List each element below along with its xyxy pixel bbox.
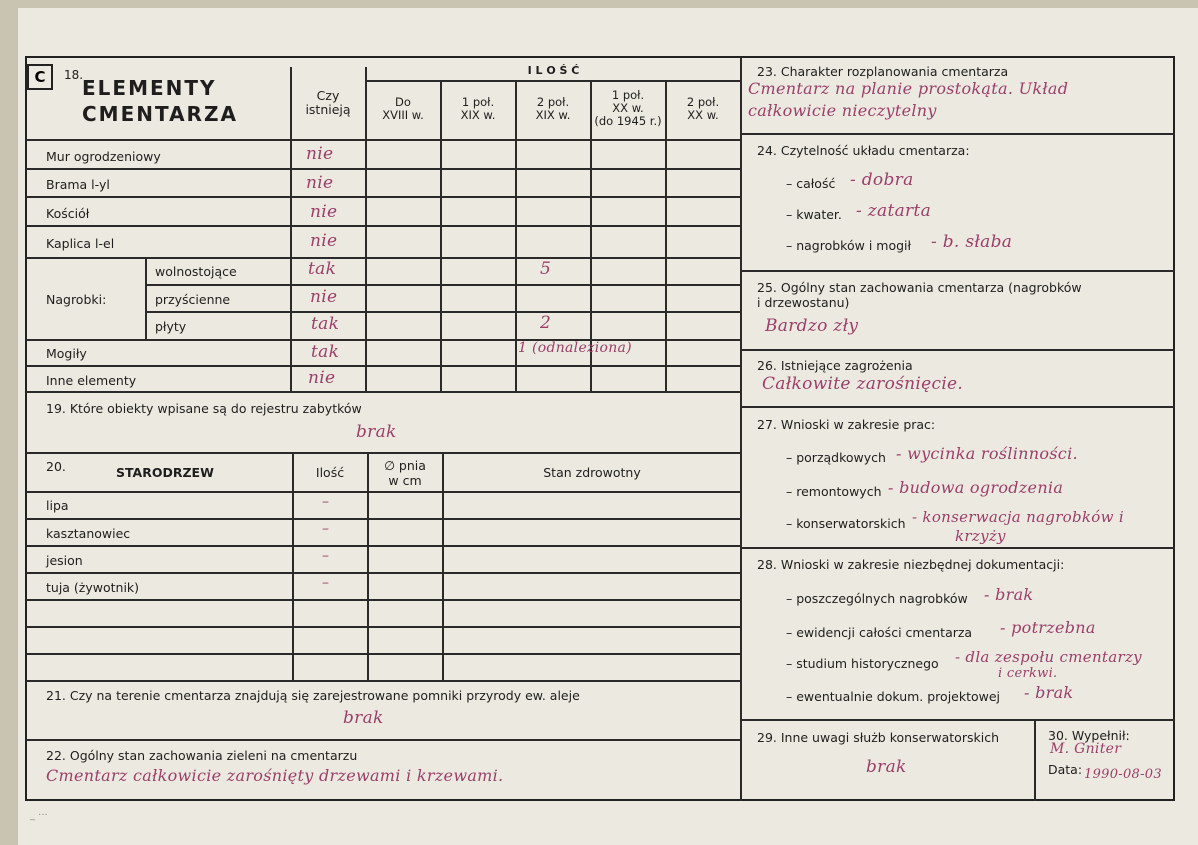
- exists-brama: nie: [306, 173, 334, 193]
- row-label-kaplica: Kaplica l-el: [46, 236, 115, 251]
- grid-h-t4: [26, 599, 741, 601]
- period-header-text: Do: [395, 95, 411, 109]
- s23-value-line1: Cmentarz na planie prostokąta. Układ: [748, 79, 1069, 98]
- s27-porz-value: - wycinka roślinności.: [896, 444, 1078, 463]
- s21-value: brak: [343, 708, 384, 728]
- grid-h-s27-top: [741, 406, 1175, 408]
- s28-proj-value: - brak: [1024, 683, 1074, 702]
- tree-name: lipa: [46, 498, 69, 513]
- s24-calosc-value: - dobra: [850, 170, 914, 190]
- s24-nagrob-value: - b. słaba: [931, 232, 1013, 252]
- period-header-text: XVIII w.: [382, 108, 424, 122]
- grid-h-s22-top: [26, 739, 741, 741]
- grid-h-s21-top: [26, 680, 741, 682]
- s19-value: brak: [356, 422, 397, 442]
- period-header-text: 2 poł.: [536, 95, 570, 109]
- grid-h-s25-top: [741, 270, 1175, 272]
- tree-name: jesion: [46, 553, 83, 568]
- s20-col-diam-1: ∅ pnia: [384, 458, 426, 473]
- s20-col-diam-2: w cm: [388, 473, 422, 488]
- s24-kwater-label: – kwater.: [786, 207, 842, 222]
- s24-nagrob-label: – nagrobków i mogił: [786, 238, 912, 253]
- exists-plyty: tak: [311, 314, 340, 334]
- corner-pencil-mark: _ ···: [30, 810, 48, 821]
- grid-h-t3: [26, 572, 741, 574]
- col-exists-line2: istnieją: [305, 102, 351, 117]
- s25-label-line1: 25. Ogólny stan zachowania cmentarza (nagrobków: [757, 280, 1082, 295]
- s20-col-count: Ilość: [315, 465, 345, 480]
- s29-value: brak: [866, 757, 907, 777]
- tree-name: tuja (żywotnik): [46, 580, 140, 595]
- grid-h-s28-top: [741, 547, 1175, 549]
- tree-count: –: [322, 521, 330, 537]
- grid-h-t1: [26, 518, 741, 520]
- period-header-text: 2 poł.: [686, 95, 720, 109]
- exists-wolnostojace: tak: [308, 259, 337, 279]
- grid-v-p5: [665, 80, 667, 391]
- exists-przyscienne: nie: [310, 287, 338, 307]
- exists-inne: nie: [308, 368, 336, 388]
- grid-h-tree-header: [26, 491, 741, 493]
- s26-label: 26. Istniejące zagrożenia: [757, 358, 913, 373]
- s18-title-line2: CMENTARZA: [82, 102, 238, 126]
- s28-label: 28. Wnioski w zakresie niezbędnej dokumentacji:: [757, 557, 1065, 572]
- grid-h-t6: [26, 653, 741, 655]
- s28-ewid-value: - potrzebna: [1000, 618, 1096, 637]
- grid-h-r5: [145, 284, 741, 286]
- row-label-brama: Brama l-yl: [46, 177, 110, 192]
- tree-count: –: [322, 575, 330, 591]
- period-header-text: (do 1945 r.): [594, 114, 662, 128]
- s24-label: 24. Czytelność układu cmentarza:: [757, 143, 970, 158]
- grid-v-nagrobki: [145, 258, 147, 340]
- row-label-inne: Inne elementy: [46, 373, 137, 388]
- row-label-mur: Mur ogrodzeniowy: [46, 149, 161, 164]
- s27-kons-value: - konserwacja nagrobków i: [912, 508, 1124, 526]
- grid-v-p2: [440, 80, 442, 391]
- s28-stud-label: – studium historycznego: [786, 656, 939, 671]
- row-label-kosciol: Kościół: [46, 206, 90, 221]
- exists-kaplica: nie: [310, 231, 338, 251]
- s29-label: 29. Inne uwagi służb konserwatorskich: [757, 730, 999, 745]
- tree-count: –: [322, 548, 330, 564]
- s19-label: 19. Które obiekty wpisane są do rejestru zabytków: [46, 401, 362, 416]
- s24-calosc-label: – całość: [786, 176, 836, 191]
- s20-number: 20.: [46, 459, 66, 474]
- grid-h-r2: [26, 196, 741, 198]
- grid-h-r4: [26, 257, 741, 259]
- s28-nag-value: - brak: [984, 585, 1034, 604]
- s25-value: Bardzo zły: [765, 316, 859, 336]
- s28-nag-label: – poszczególnych nagrobków: [786, 591, 968, 606]
- period-header-text: 1 poł.: [611, 88, 645, 102]
- section-letter-box: C: [27, 64, 53, 90]
- grid-h-t2: [26, 545, 741, 547]
- s25-label-line2: i drzewostanu): [757, 295, 850, 310]
- grid-h-header-bottom: [26, 139, 741, 141]
- exists-mogily: tak: [311, 342, 340, 362]
- grid-v-tree-health: [442, 452, 444, 680]
- tree-name: kasztanowiec: [46, 526, 131, 541]
- s20-title: STARODRZEW: [116, 465, 214, 480]
- top-edge-strip: [0, 0, 1198, 8]
- row-label-nagrobki: Nagrobki:: [46, 292, 107, 307]
- s27-kons-value-2: krzyży: [955, 527, 1006, 545]
- s30-label: 30. Wypełnił:: [1048, 728, 1130, 743]
- s22-label: 22. Ogólny stan zachowania zieleni na cmentarzu: [46, 748, 358, 763]
- s26-value: Całkowite zarośnięcie.: [762, 374, 964, 394]
- row-label-wolnostojace: wolnostojące: [155, 264, 237, 279]
- grid-h-r7: [26, 339, 741, 341]
- s28-ewid-label: – ewidencji całości cmentarza: [786, 625, 973, 640]
- s18-number: 18.: [64, 68, 84, 82]
- count-plyty: 2: [540, 313, 552, 333]
- s30-filler: M. Gniter: [1050, 741, 1122, 757]
- grid-h-s19-top: [26, 391, 741, 393]
- s27-label: 27. Wnioski w zakresie prac:: [757, 417, 936, 432]
- s27-rem-value: - budowa ogrodzenia: [888, 478, 1064, 497]
- s23-value-line2: całkowicie nieczytelny: [748, 101, 937, 120]
- s30-date-label: Data:: [1048, 762, 1083, 777]
- period-header-text: XX w.: [687, 108, 719, 122]
- grid-v-tree-count: [292, 452, 294, 680]
- s28-stud-value-2: i cerkwi.: [998, 666, 1058, 681]
- grid-h-s29-top: [741, 719, 1175, 721]
- grid-h-s26-top: [741, 349, 1175, 351]
- grid-h-s20-top: [26, 452, 741, 454]
- s21-label: 21. Czy na terenie cmentarza znajdują się zarejestrowane pomniki przyrody ew. aleje: [46, 688, 580, 703]
- row-label-przyscienne: przyścienne: [155, 292, 231, 307]
- s27-kons-label: – konserwatorskich: [786, 516, 906, 531]
- s20-col-health: Stan zdrowotny: [543, 465, 641, 480]
- period-header-text: XIX w.: [535, 108, 571, 122]
- row-label-plyty: płyty: [155, 319, 187, 334]
- s28-stud-value: - dla zespołu cmentarzy: [955, 648, 1142, 666]
- s22-value: Cmentarz całkowicie zarośnięty drzewami i krzewami.: [46, 766, 504, 785]
- row-label-mogily: Mogiły: [46, 346, 87, 361]
- count-mogily: 1 (odnaleziona): [518, 340, 632, 356]
- grid-h-r1: [26, 168, 741, 170]
- grid-h-ilosc: [365, 80, 741, 82]
- period-header-text: XIX w.: [460, 108, 496, 122]
- s18-title-line1: ELEMENTY: [82, 76, 217, 100]
- grid-v-s30: [1034, 719, 1036, 801]
- grid-h-r3: [26, 225, 741, 227]
- s28-proj-label: – ewentualnie dokum. projektowej: [786, 689, 1001, 704]
- grid-v-p3: [515, 80, 517, 391]
- s24-kwater-value: - zatarta: [856, 201, 931, 221]
- s23-label: 23. Charakter rozplanowania cmentarza: [757, 64, 1009, 79]
- grid-h-r6: [145, 311, 741, 313]
- grid-h-r8: [26, 365, 741, 367]
- s27-rem-label: – remontowych: [786, 484, 882, 499]
- period-header-text: 1 poł.: [461, 95, 495, 109]
- grid-h-t5: [26, 626, 741, 628]
- s30-date-value: 1990-08-03: [1084, 767, 1162, 782]
- period-header-text: XX w.: [612, 101, 644, 115]
- grid-h-s24-top: [741, 133, 1175, 135]
- col-exists-line1: Czy: [316, 88, 340, 103]
- ilosc-group-label: I L O Ś Ć: [527, 64, 580, 77]
- s27-porz-label: – porządkowych: [786, 450, 886, 465]
- exists-kosciol: nie: [310, 202, 338, 222]
- exists-mur: nie: [306, 144, 334, 164]
- count-wolnostojace: 5: [540, 259, 552, 279]
- left-edge-strip: [0, 0, 18, 845]
- tree-count: –: [322, 494, 330, 510]
